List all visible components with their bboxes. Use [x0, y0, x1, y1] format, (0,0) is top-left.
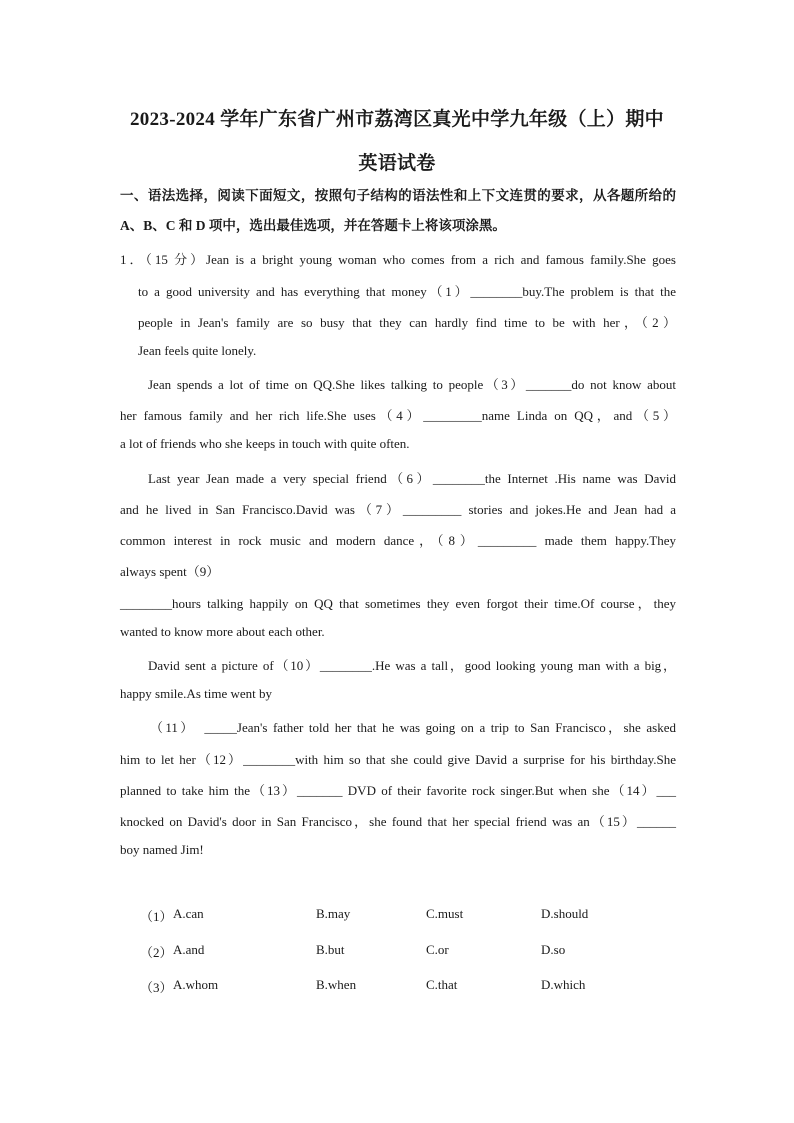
option-number: （2）	[140, 945, 173, 960]
passage-line: Jean feels quite lonely.	[138, 343, 257, 358]
option-number: （3）	[140, 980, 173, 995]
option-d[interactable]: D.which	[541, 977, 586, 992]
passage-line: planned to take him the（13）_______ DVD of their favorite rock singer.But when she（14）___	[120, 783, 676, 798]
option-d[interactable]: D.should	[541, 906, 589, 921]
passage-line: a lot of friends who she keeps in touch with quite often.	[120, 436, 410, 451]
passage-line: and he lived in San Francisco.David was（7）_________ stories and jokes.He and Jean had a	[120, 502, 676, 517]
passage-line: knocked on David's door in San Francisco，she found that her special friend was an（15）______	[120, 814, 676, 829]
option-b[interactable]: B.may	[316, 906, 351, 921]
option-number: （1）	[140, 909, 173, 924]
exam-subtitle: 英语试卷	[358, 153, 436, 174]
section-instructions: 一、语法选择，阅读下面短文，按照句子结构的语法性和上下文连贯的要求，从各题所给的 A、B、C 和 D 项中，选出最佳选项，并在答题卡上将该项涂黑。	[120, 188, 676, 233]
passage-line: always spent（9）	[120, 564, 220, 579]
option-b[interactable]: B.when	[316, 977, 357, 992]
passage-line: common interest in rock music and modern dance，（8）_________ made them happy.They	[120, 533, 676, 548]
passage-line: 1．（15 分）Jean is a bright young woman who comes from a rich and famous family.She goes	[120, 252, 676, 267]
passage-line: boy named Jim!	[120, 842, 204, 857]
passage-line: （11） _____Jean's father told her that he was going on a trip to San Francisco，she asked	[150, 720, 676, 735]
option-c[interactable]: C.that	[426, 977, 458, 992]
passage-line: him to let her（12）________with him so that she could give David a surprise for his birthday.She	[120, 752, 676, 767]
passage-line: Jean spends a lot of time on QQ.She likes talking to people（3）_______do not know about	[148, 377, 676, 392]
exam-title: 2023-2024 学年广东省广州市荔湾区真光中学九年级（上）期中	[130, 109, 664, 130]
passage-line: to a good university and has everything that money（1）________buy.The problem is that the	[138, 284, 676, 299]
option-a[interactable]: A.can	[173, 906, 204, 921]
option-b[interactable]: B.but	[316, 942, 345, 957]
passage-line: happy smile.As time went by	[120, 686, 273, 701]
option-c[interactable]: C.must	[426, 906, 464, 921]
passage-line: people in Jean's family are so busy that they can hardly find time to be with her，（2）	[138, 315, 676, 330]
option-c[interactable]: C.or	[426, 942, 449, 957]
option-d[interactable]: D.so	[541, 942, 566, 957]
option-a[interactable]: A.whom	[173, 977, 219, 992]
passage-line: David sent a picture of（10）________.He was a tall，good looking young man with a big，	[148, 658, 676, 673]
passage-line: ________hours talking happily on QQ that sometimes they even forgot their time.Of course，they	[120, 596, 676, 611]
passage-line: Last year Jean made a very special friend（6）________the Internet .His name was David	[148, 471, 676, 486]
option-a[interactable]: A.and	[173, 942, 205, 957]
passage-line: wanted to know more about each other.	[120, 624, 325, 639]
passage-line: her famous family and her rich life.She uses（4）_________name Linda on QQ，and（5）	[120, 408, 676, 423]
